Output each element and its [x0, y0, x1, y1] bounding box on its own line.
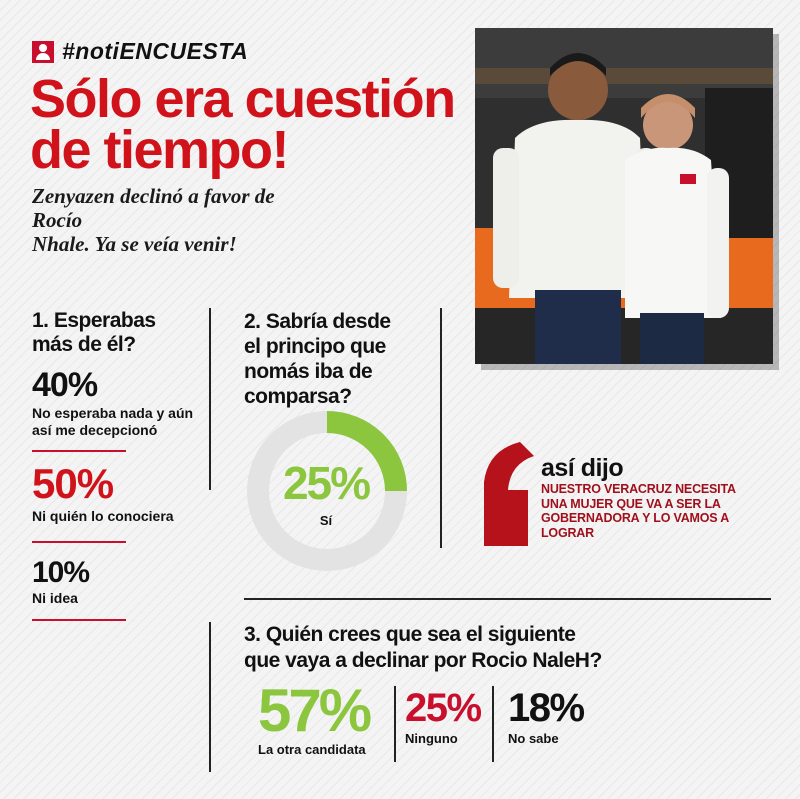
q1-separator-2: [32, 541, 126, 543]
question-2-line-2: el principo que: [244, 335, 386, 358]
quote-line-2: UNA MUJER QUE VA A SER LA: [541, 496, 721, 511]
user-icon: [32, 41, 54, 63]
divider-1: [209, 308, 211, 490]
q1-answer-1-label-line-1: No esperaba nada y aún: [32, 405, 194, 421]
q1-answer-3-label: Ni idea: [32, 590, 78, 606]
q3-answer-1-label: La otra candidata: [258, 742, 366, 757]
q1-answer-2-label: Ni quién lo conociera: [32, 508, 174, 524]
q3-divider-1: [394, 686, 396, 762]
question-3: [244, 622, 634, 674]
hashtag-row: [32, 38, 248, 65]
q3-answer-3: [508, 686, 584, 746]
q1-answer-2-percent: 50%: [32, 460, 114, 507]
q3-answer-2: [405, 686, 481, 746]
donut-label: Sí: [319, 513, 333, 528]
q1-answer-2: [32, 460, 174, 525]
subtitle-line-1: Zenyazen declinó a favor de Rocío: [32, 184, 275, 232]
q1-answer-3-percent: 10%: [32, 556, 90, 589]
q3-answer-2-percent: 25%: [405, 686, 481, 730]
q3-answer-3-percent: 18%: [508, 686, 584, 730]
quote-heading: así dijo: [541, 454, 624, 482]
question-3-line-2: que vaya a declinar por Rocio NaleH?: [244, 649, 602, 672]
divider-3: [209, 622, 211, 772]
quote-mark-icon: [480, 442, 534, 546]
q3-answer-3-label: No sabe: [508, 731, 559, 746]
quote-line-4: LOGRAR: [541, 525, 594, 540]
quote-line-3: GOBERNADORA Y LO VAMOS A: [541, 511, 730, 525]
title-line-1: Sólo era cuestión: [30, 69, 455, 129]
q3-divider-2: [492, 686, 494, 762]
q1-separator-1: [32, 450, 126, 452]
q1-answer-1: [32, 366, 193, 439]
question-1-line-2: más de él?: [32, 333, 136, 356]
candidates-photo: [475, 28, 773, 364]
q1-answer-1-label-line-2: así me decepcionó: [32, 422, 158, 438]
q1-answer-1-percent: 40%: [32, 366, 98, 404]
subtitle-line-2: Nhale. Ya se veía venir!: [32, 232, 237, 256]
question-1-line-1: 1. Esperabas: [32, 309, 156, 332]
question-2-line-1: 2. Sabría desde: [244, 310, 391, 333]
section-3-divider: [244, 598, 771, 600]
question-3-line-1: 3. Quién crees que sea el siguiente: [244, 623, 576, 646]
quote-text: [541, 482, 781, 540]
q3-answer-1-percent: 57%: [258, 677, 370, 744]
question-1: [32, 309, 182, 357]
quote-line-1: NUESTRO VERACRUZ NECESITA: [541, 482, 736, 496]
q1-separator-3: [32, 619, 126, 621]
question-2-line-4: comparsa?: [244, 385, 352, 408]
question-2: [244, 309, 424, 409]
title-line-2: de tiempo!: [30, 120, 289, 180]
divider-2: [440, 308, 442, 548]
donut-percent: 25%: [282, 457, 370, 509]
hashtag: #notiENCUESTA: [62, 38, 249, 64]
subtitle: [32, 184, 322, 256]
question-2-line-3: nomás iba de: [244, 360, 373, 383]
q3-answer-2-label: Ninguno: [405, 731, 458, 746]
page-title: [30, 69, 470, 180]
q3-answer-1: [258, 677, 370, 757]
q1-answer-3: [32, 556, 89, 607]
